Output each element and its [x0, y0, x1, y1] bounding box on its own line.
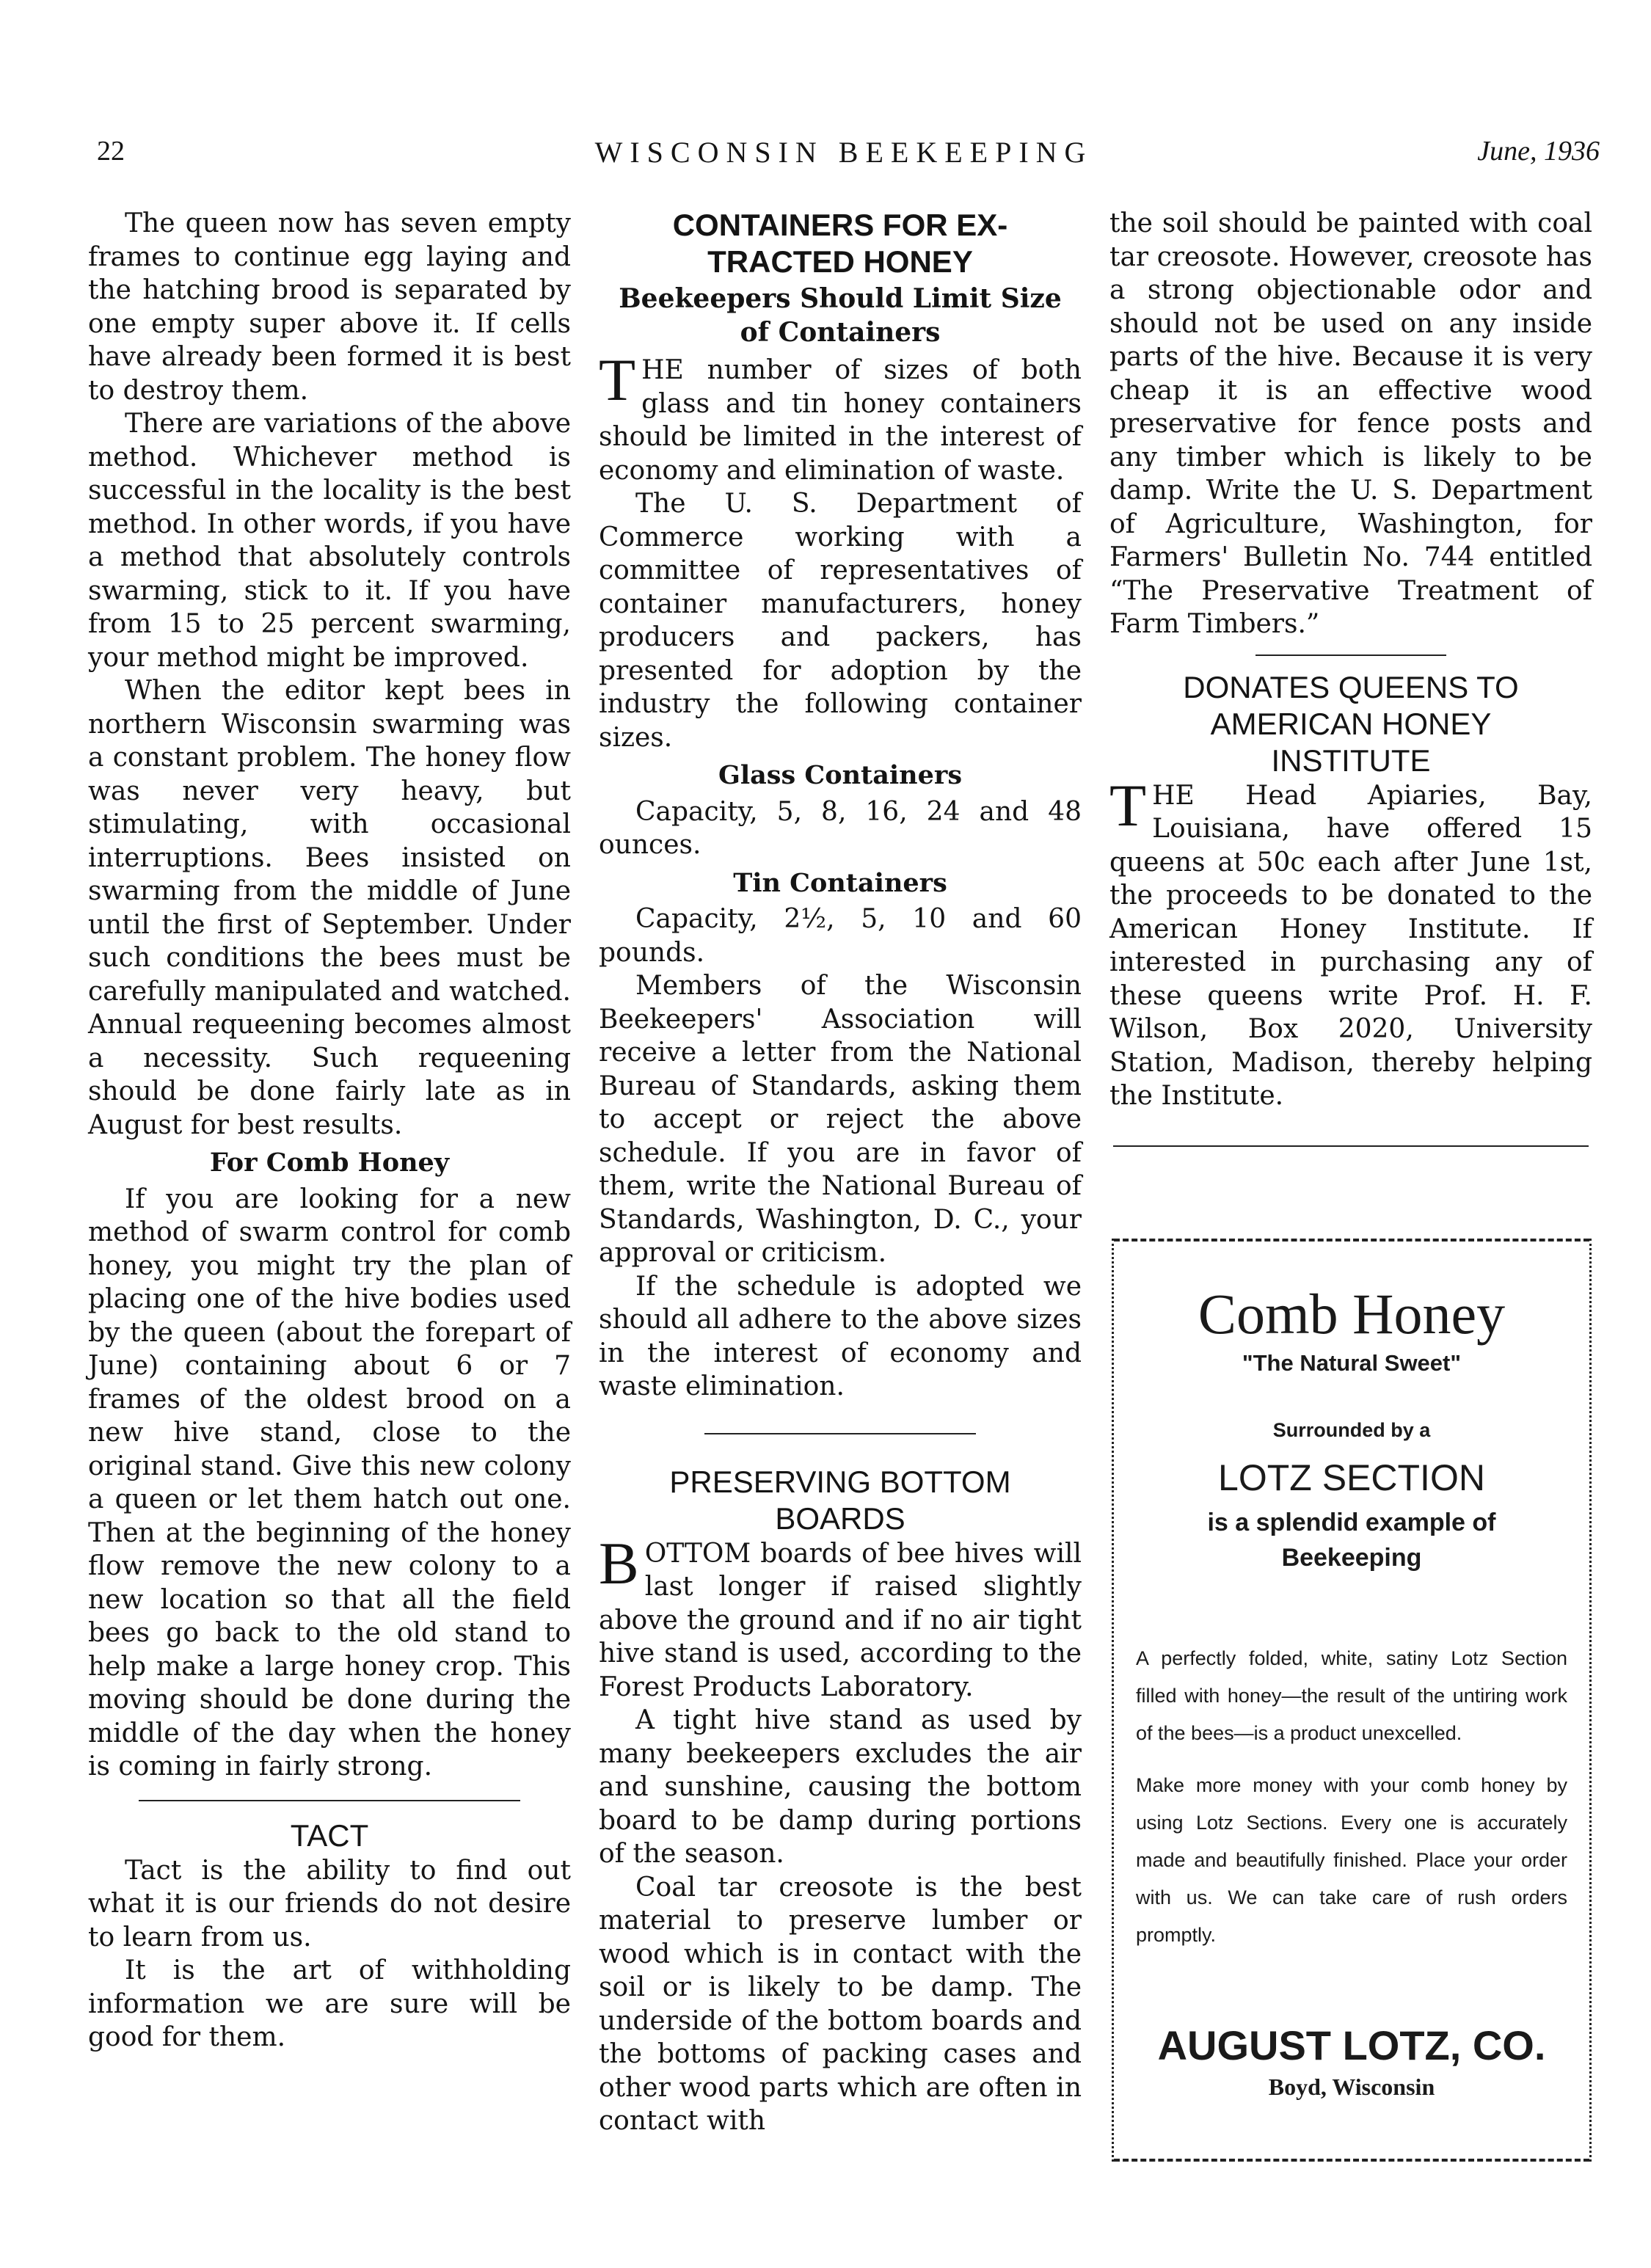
magazine-title: WISCONSIN BEEKEEPING — [594, 136, 1093, 169]
title-line: DONATES QUEENS TO — [1183, 669, 1519, 704]
ad-lotz-section: LOTZ SECTION — [1218, 1457, 1485, 1498]
title-line: TRACTED HONEY — [707, 244, 973, 279]
divider — [139, 1800, 520, 1801]
tact-title: TACT — [290, 1817, 369, 1853]
glass-heading: Glass Containers — [718, 760, 963, 790]
subtitle-line: Beekeepers Should Limit Size — [619, 283, 1062, 314]
lead-paragraph — [599, 346, 1082, 487]
paragraph: It is the art of withholding information we are sure will be good for them. — [88, 1955, 571, 2052]
ad-company: AUGUST LOTZ, CO. — [1157, 2022, 1546, 2068]
ad-content — [1136, 1239, 1567, 2101]
drop-cap: T — [599, 346, 636, 413]
paragraph: If the schedule is adopted we should all adhere to the above sizes in the interest of economy and waste elimination. — [599, 1271, 1082, 1401]
paragraph: If you are looking for a new method of swarm control for comb honey, you might try the plan of placing one of the hive bodies used by the queen (about the forepart of June) containing about 6 or 7 frames of the oldest brood on a new hive stand, close to the original stand. Give this new colony a queen or let them hatch out one. Then at the beginning of the honey flow remove the new colony to a new location so that all the field bees go back to the old stand to help make a large honey crop. This moving should be done during the middle of the day when the honey is coming in fairly strong. — [88, 1184, 571, 1782]
page-header — [88, 135, 1600, 179]
ad-splendid: is a splendid example of Beekeeping — [1207, 1509, 1496, 1572]
subtitle-line: of Containers — [740, 317, 941, 348]
column-right — [1109, 207, 1592, 1163]
divider — [1255, 654, 1446, 656]
paragraph-text: HE number of sizes of both glass and tin honey containers should be limited in the interest of economy and elimination of waste. — [599, 355, 1082, 486]
ad-town: Boyd, Wisconsin — [1268, 2074, 1435, 2100]
title-line: INSTITUTE — [1271, 743, 1431, 778]
paragraph: The U. S. Department of Commerce working with a committee of representatives of container manufacturers, honey producers and packers, has presented for adoption by the industry the following container sizes. — [599, 489, 1082, 753]
drop-cap: T — [1109, 771, 1147, 839]
issue-date: June, 1936 — [1477, 136, 1600, 167]
title-line: PRESERVING BOTTOM — [669, 1464, 1011, 1499]
page-number: 22 — [97, 136, 125, 167]
lead-paragraph — [599, 1529, 1082, 1704]
paragraph: Members of the Wisconsin Beekeepers' Association will receive a letter from the National Bureau of Standards, asking them to accept or reject the above schedule. If you are in favor of them, write the National Bureau of Standards, Washington, D. C., your approval or criticism. — [599, 971, 1082, 1268]
ad-paragraph: A perfectly folded, white, satiny Lotz Section filled with honey—the result of the untiring work of the bees—is a product unexcelled. — [1136, 1647, 1567, 1744]
paragraph: A tight hive stand as used by many beekeepers excludes the air and sunshine, causing the bottom board to be damp during portions of the season. — [599, 1705, 1082, 1869]
paragraph: The queen now has seven empty frames to continue egg laying and the hatching brood is separated by one empty super above it. If cells have already been formed it is best to destroy them. — [88, 208, 571, 406]
paragraph: Coal tar creosote is the best material to preserve lumber or wood which is in contact with the soil or is likely to be damp. The underside of the bottom boards and the bottoms of packing cases and other wood parts which are often in contact with — [599, 1872, 1082, 2136]
ad-headline: Comb Honey — [1198, 1282, 1506, 1346]
ad-paragraph: Make more money with your comb honey by using Lotz Sections. Every one is accurately made and beautifully finished. Place your order with us. We can take care of rush orders promptly. — [1136, 1774, 1567, 1946]
column-left — [88, 207, 571, 2054]
paragraph: There are variations of the above method. Whichever method is successful in the locality is the best method. In other words, if you have a method that absolutely controls swarming, stick to it. If you have from 15 to 25 percent swarming, your method might be improved. — [88, 409, 571, 673]
paragraph: Capacity, 5, 8, 16, 24 and 48 ounces. — [599, 796, 1082, 860]
ad-border-bottom — [1114, 2159, 1589, 2162]
drop-cap: B — [599, 1529, 639, 1597]
title-line: AMERICAN HONEY — [1210, 706, 1492, 741]
paragraph-text: OTTOM boards of bee hives will last longer if raised slightly above the ground and if no air tight hive stand is used, according to the Forest Products Laboratory. — [599, 1538, 1082, 1702]
lotz-advertisement — [1112, 1239, 1592, 2162]
column-middle — [599, 207, 1082, 2138]
ad-surrounded: Surrounded by a — [1272, 1419, 1431, 1441]
containers-subtitle — [599, 282, 1082, 349]
title-line: CONTAINERS FOR EX- — [672, 208, 1008, 242]
comb-honey-heading: For Comb Honey — [209, 1148, 450, 1178]
divider — [704, 1433, 976, 1434]
paragraph: Tact is the ability to find out what it is our friends do not desire to learn from us. — [88, 1855, 571, 1952]
paragraph-text: HE Head Apiaries, Bay, Louisiana, have offered 15 queens at 50c each after June 1st, the proceeds to be donated to the American Honey Institute. If interested in purchasing any of these queens write Prof. H. F. Wilson, Box 2020, University Station, Madison, thereby helping the Institute. — [1109, 780, 1592, 1111]
paragraph: Capacity, 2½, 5, 10 and 60 pounds. — [599, 904, 1082, 968]
title-line: BOARDS — [775, 1501, 905, 1536]
divider — [1113, 1145, 1589, 1147]
tin-heading: Tin Containers — [733, 867, 947, 898]
paragraph: When the editor kept bees in northern Wisconsin swarming was a constant problem. The honey flow was never very heavy, but stimulating, with occasional interruptions. Bees insisted on swarming from the middle of June until the first of September. Under such conditions the bees must be carefully manipulated and watched. Annual requeening becomes almost a necessity. Such requeening should be done fairly late as in August for best results. — [88, 676, 571, 1140]
containers-title — [599, 207, 1082, 280]
paragraph: the soil should be painted with coal tar creosote. However, creosote has a strong objectionable odor and should not be used on any inside parts of the hive. Because it is very cheap it is an effective wood preservative for fence posts and any timber which is likely to be damp. Write the U. S. Department of Agriculture, Washington, for Farmers' Bulletin No. 744 entitled “The Preservative Treatment of Farm Timbers.” — [1109, 208, 1592, 639]
ad-tagline: "The Natural Sweet" — [1242, 1350, 1462, 1376]
preserving-title — [599, 1464, 1082, 1537]
donates-title — [1109, 669, 1592, 779]
lead-paragraph — [1109, 771, 1592, 1113]
